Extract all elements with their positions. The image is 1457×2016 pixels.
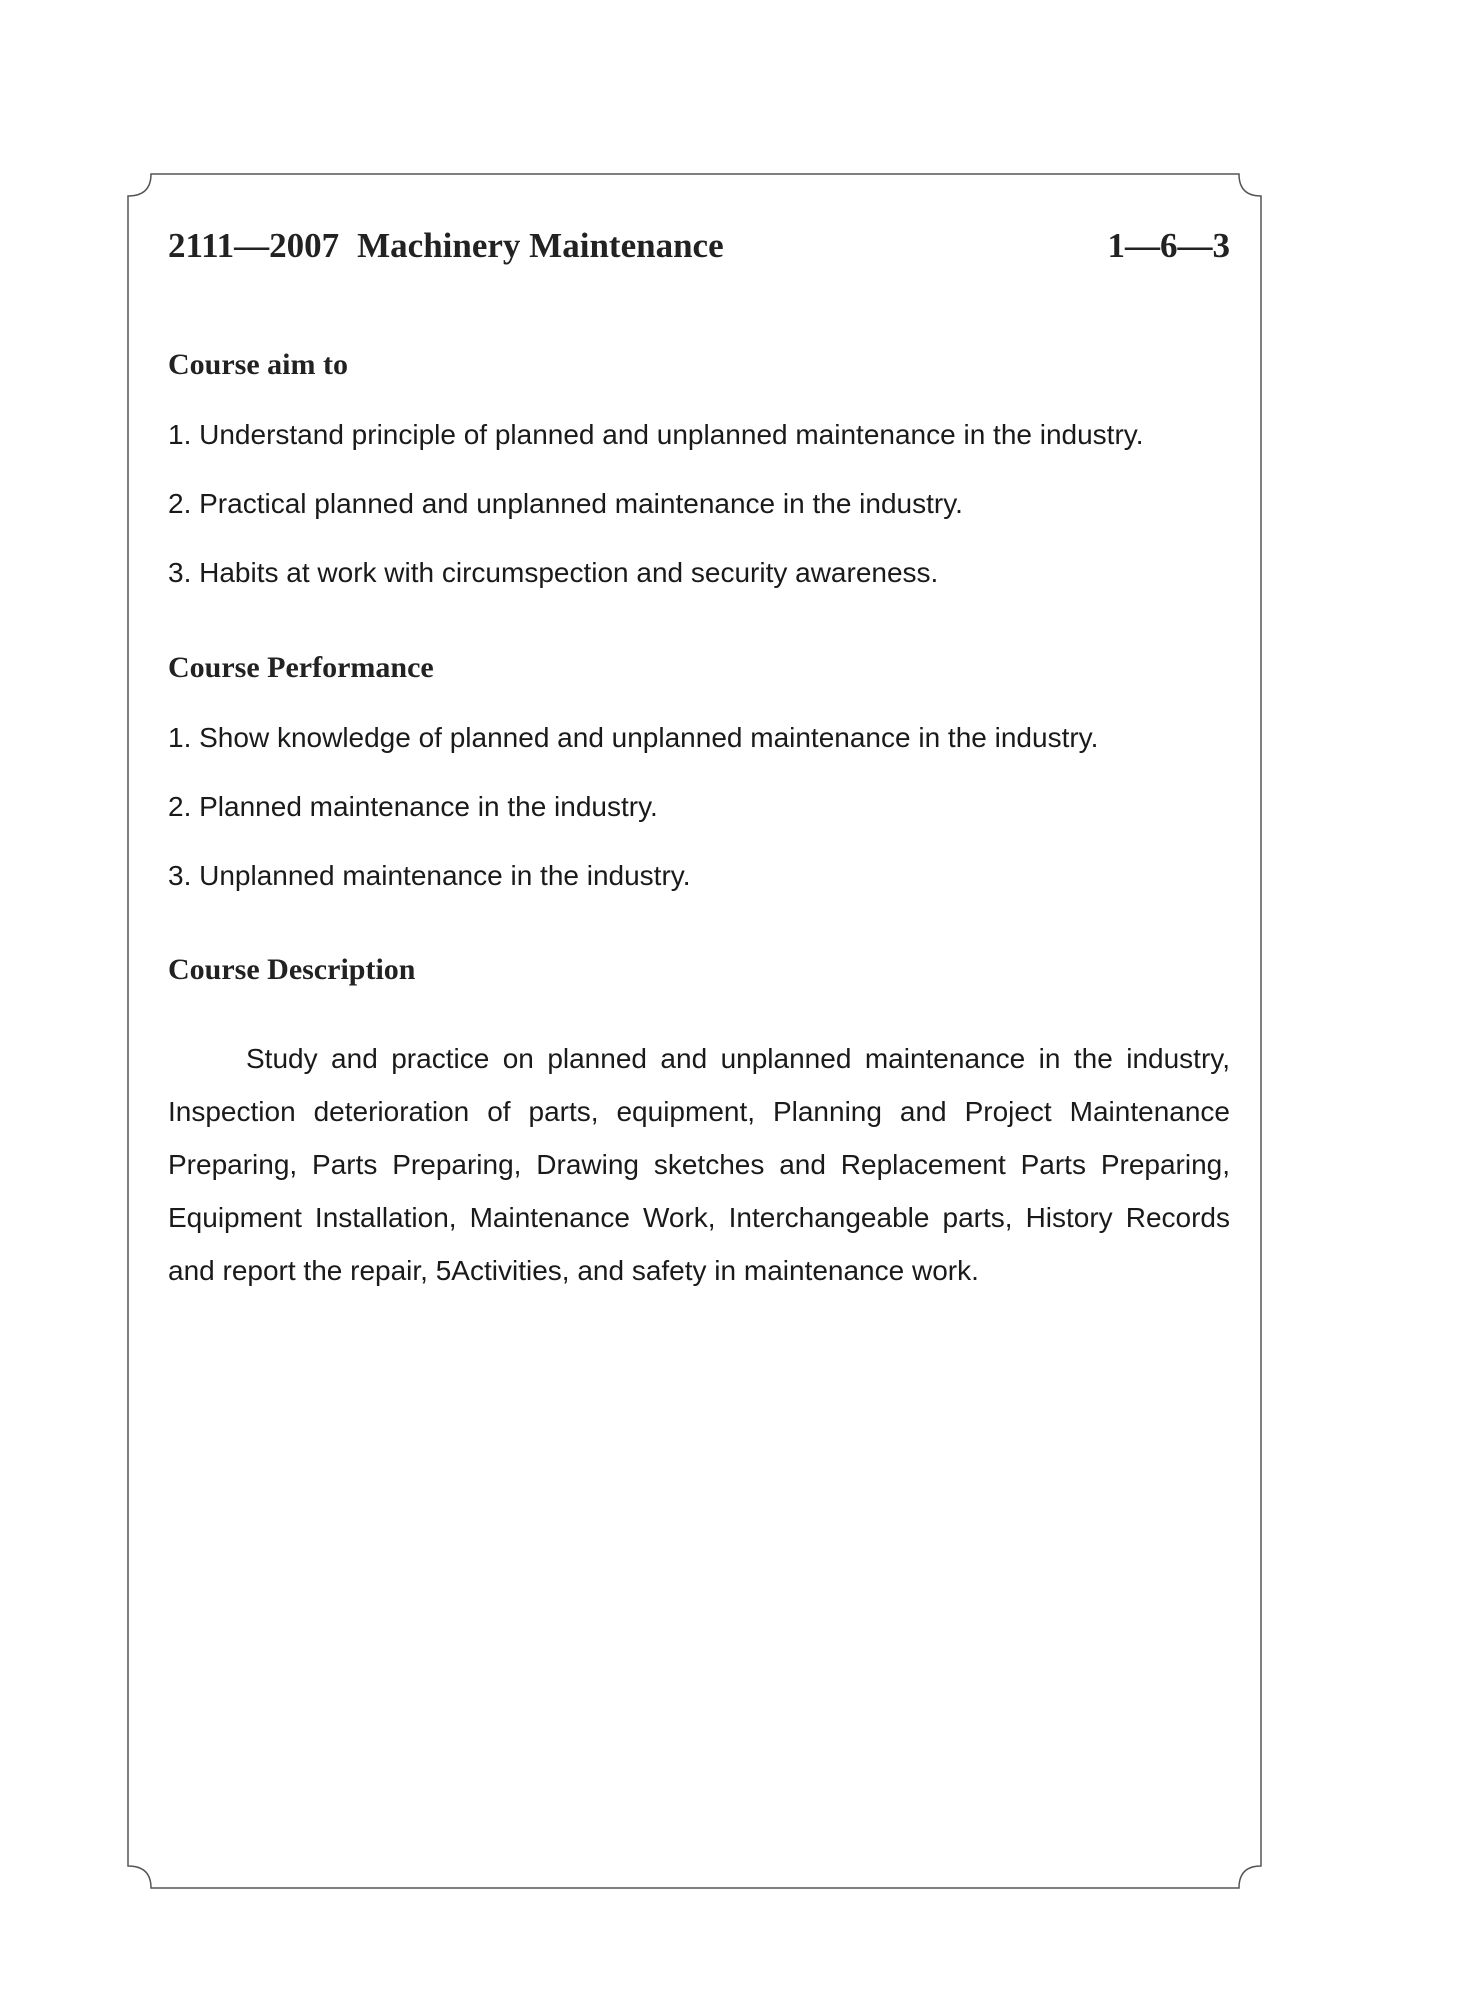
performance-heading: Course Performance [168, 651, 434, 684]
course-name: Machinery Maintenance [357, 226, 724, 265]
list-item: 1. Understand principle of planned and unplanned maintenance in the industry. [168, 419, 1144, 450]
list-item: 3. Habits at work with circumspection and security awareness. [168, 557, 939, 588]
performance-list [168, 718, 1230, 925]
course-header [168, 226, 1230, 266]
list-item: 2. Planned maintenance in the industry. [168, 791, 658, 822]
course-code: 2111—2007 [168, 226, 340, 265]
list-item: 1. Show knowledge of planned and unplanned maintenance in the industry. [168, 722, 1099, 753]
course-credits: 1—6—3 [1107, 226, 1230, 265]
description-heading: Course Description [168, 953, 416, 986]
list-item: 3. Unplanned maintenance in the industry. [168, 860, 691, 891]
list-item: 2. Practical planned and unplanned maintenance in the industry. [168, 488, 963, 519]
aim-list [168, 415, 1230, 622]
course-title [168, 226, 724, 266]
aim-heading: Course aim to [168, 348, 348, 381]
description-text: Study and practice on planned and unplanned maintenance in the industry, Inspection deterioration of parts, equipment, Planning and Project Maintenance Preparing, Parts Preparing, Drawing sketches and Replacement Parts Preparing, Equipment Installation, Maintenance Work, Interchangeable parts, History Records and report the repair, 5Activities, and safety in maintenance work. [168, 1043, 1230, 1286]
